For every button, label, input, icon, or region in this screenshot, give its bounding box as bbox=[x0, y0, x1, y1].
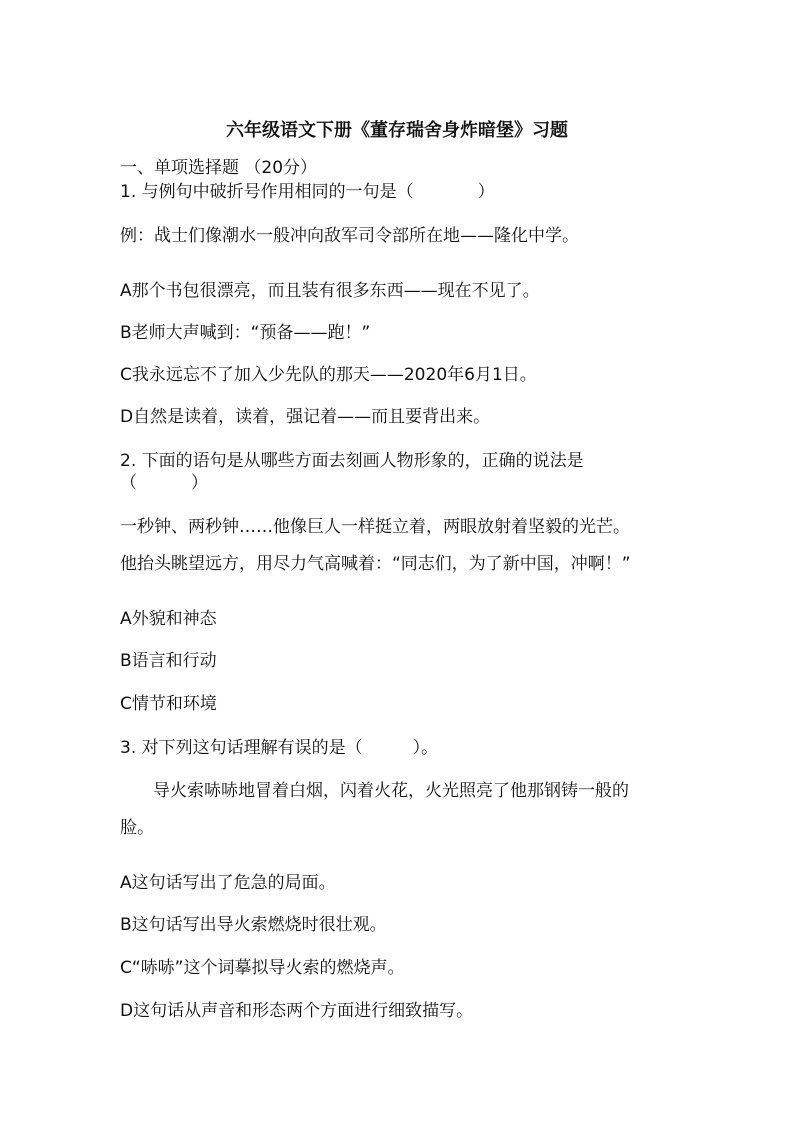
question-3-passage-line-1: 导火索哧哧地冒着白烟，闪着火花，火光照亮了他那钢铸一般的 bbox=[153, 781, 629, 801]
question-2-option-a: A外貌和神态 bbox=[120, 609, 217, 629]
question-2-paren-close: ） bbox=[191, 473, 208, 493]
question-2-passage-line-2: 他抬头眺望远方，用尽力气高喊着：“同志们，为了新中国，冲啊！” bbox=[120, 554, 631, 574]
question-1-option-a: A那个书包很漂亮，而且装有很多东西——现在不见了。 bbox=[120, 281, 540, 301]
question-1-option-d: D自然是读着，读着，强记着——而且要背出来。 bbox=[120, 407, 491, 427]
question-1-example: 例：战士们像潮水一般冲向敌军司令部所在地——隆化中学。 bbox=[120, 226, 579, 246]
question-3-stem-text: 3. 对下列这句话理解有误的是（ bbox=[120, 738, 363, 758]
question-1-stem-close: ） bbox=[477, 182, 495, 202]
question-1-stem-text: 1. 与例句中破折号作用相同的一句是（ bbox=[120, 182, 414, 202]
question-2-passage-line-1: 一秒钟、两秒钟……他像巨人一样挺立着，两眼放射着坚毅的光芒。 bbox=[120, 517, 630, 537]
question-1-option-b: B老师大声喊到：“预备——跑！” bbox=[120, 323, 371, 343]
question-3-option-a: A这句话写出了危急的局面。 bbox=[120, 873, 336, 893]
question-2-option-c: C情节和环境 bbox=[120, 694, 217, 714]
question-2-paren-open: （ bbox=[120, 473, 137, 493]
question-3-stem bbox=[120, 737, 438, 759]
question-3-stem-close: ）。 bbox=[412, 738, 439, 758]
question-3-option-c: C“哧哧”这个词摹拟导火索的燃烧声。 bbox=[120, 958, 405, 978]
question-1-option-c: C我永远忘不了加入少先队的那天——2020年6月1日。 bbox=[120, 365, 537, 385]
question-1-stem bbox=[120, 181, 495, 203]
section-heading: 一、单项选择题 （20分） bbox=[120, 158, 318, 178]
question-3-option-d: D这句话从声音和形态两个方面进行细致描写。 bbox=[120, 1001, 474, 1021]
question-2-stem: 2. 下面的语句是从哪些方面去刻画人物形象的，正确的说法是 bbox=[120, 451, 584, 471]
question-3-passage-line-2: 脸。 bbox=[120, 818, 154, 838]
document-title: 六年级语文下册《董存瑞舍身炸暗堡》习题 bbox=[226, 120, 568, 141]
question-3-option-b: B这句话写出导火索燃烧时很壮观。 bbox=[120, 915, 387, 935]
question-2-option-b: B语言和行动 bbox=[120, 651, 217, 671]
question-2-answer-parens bbox=[120, 472, 208, 494]
